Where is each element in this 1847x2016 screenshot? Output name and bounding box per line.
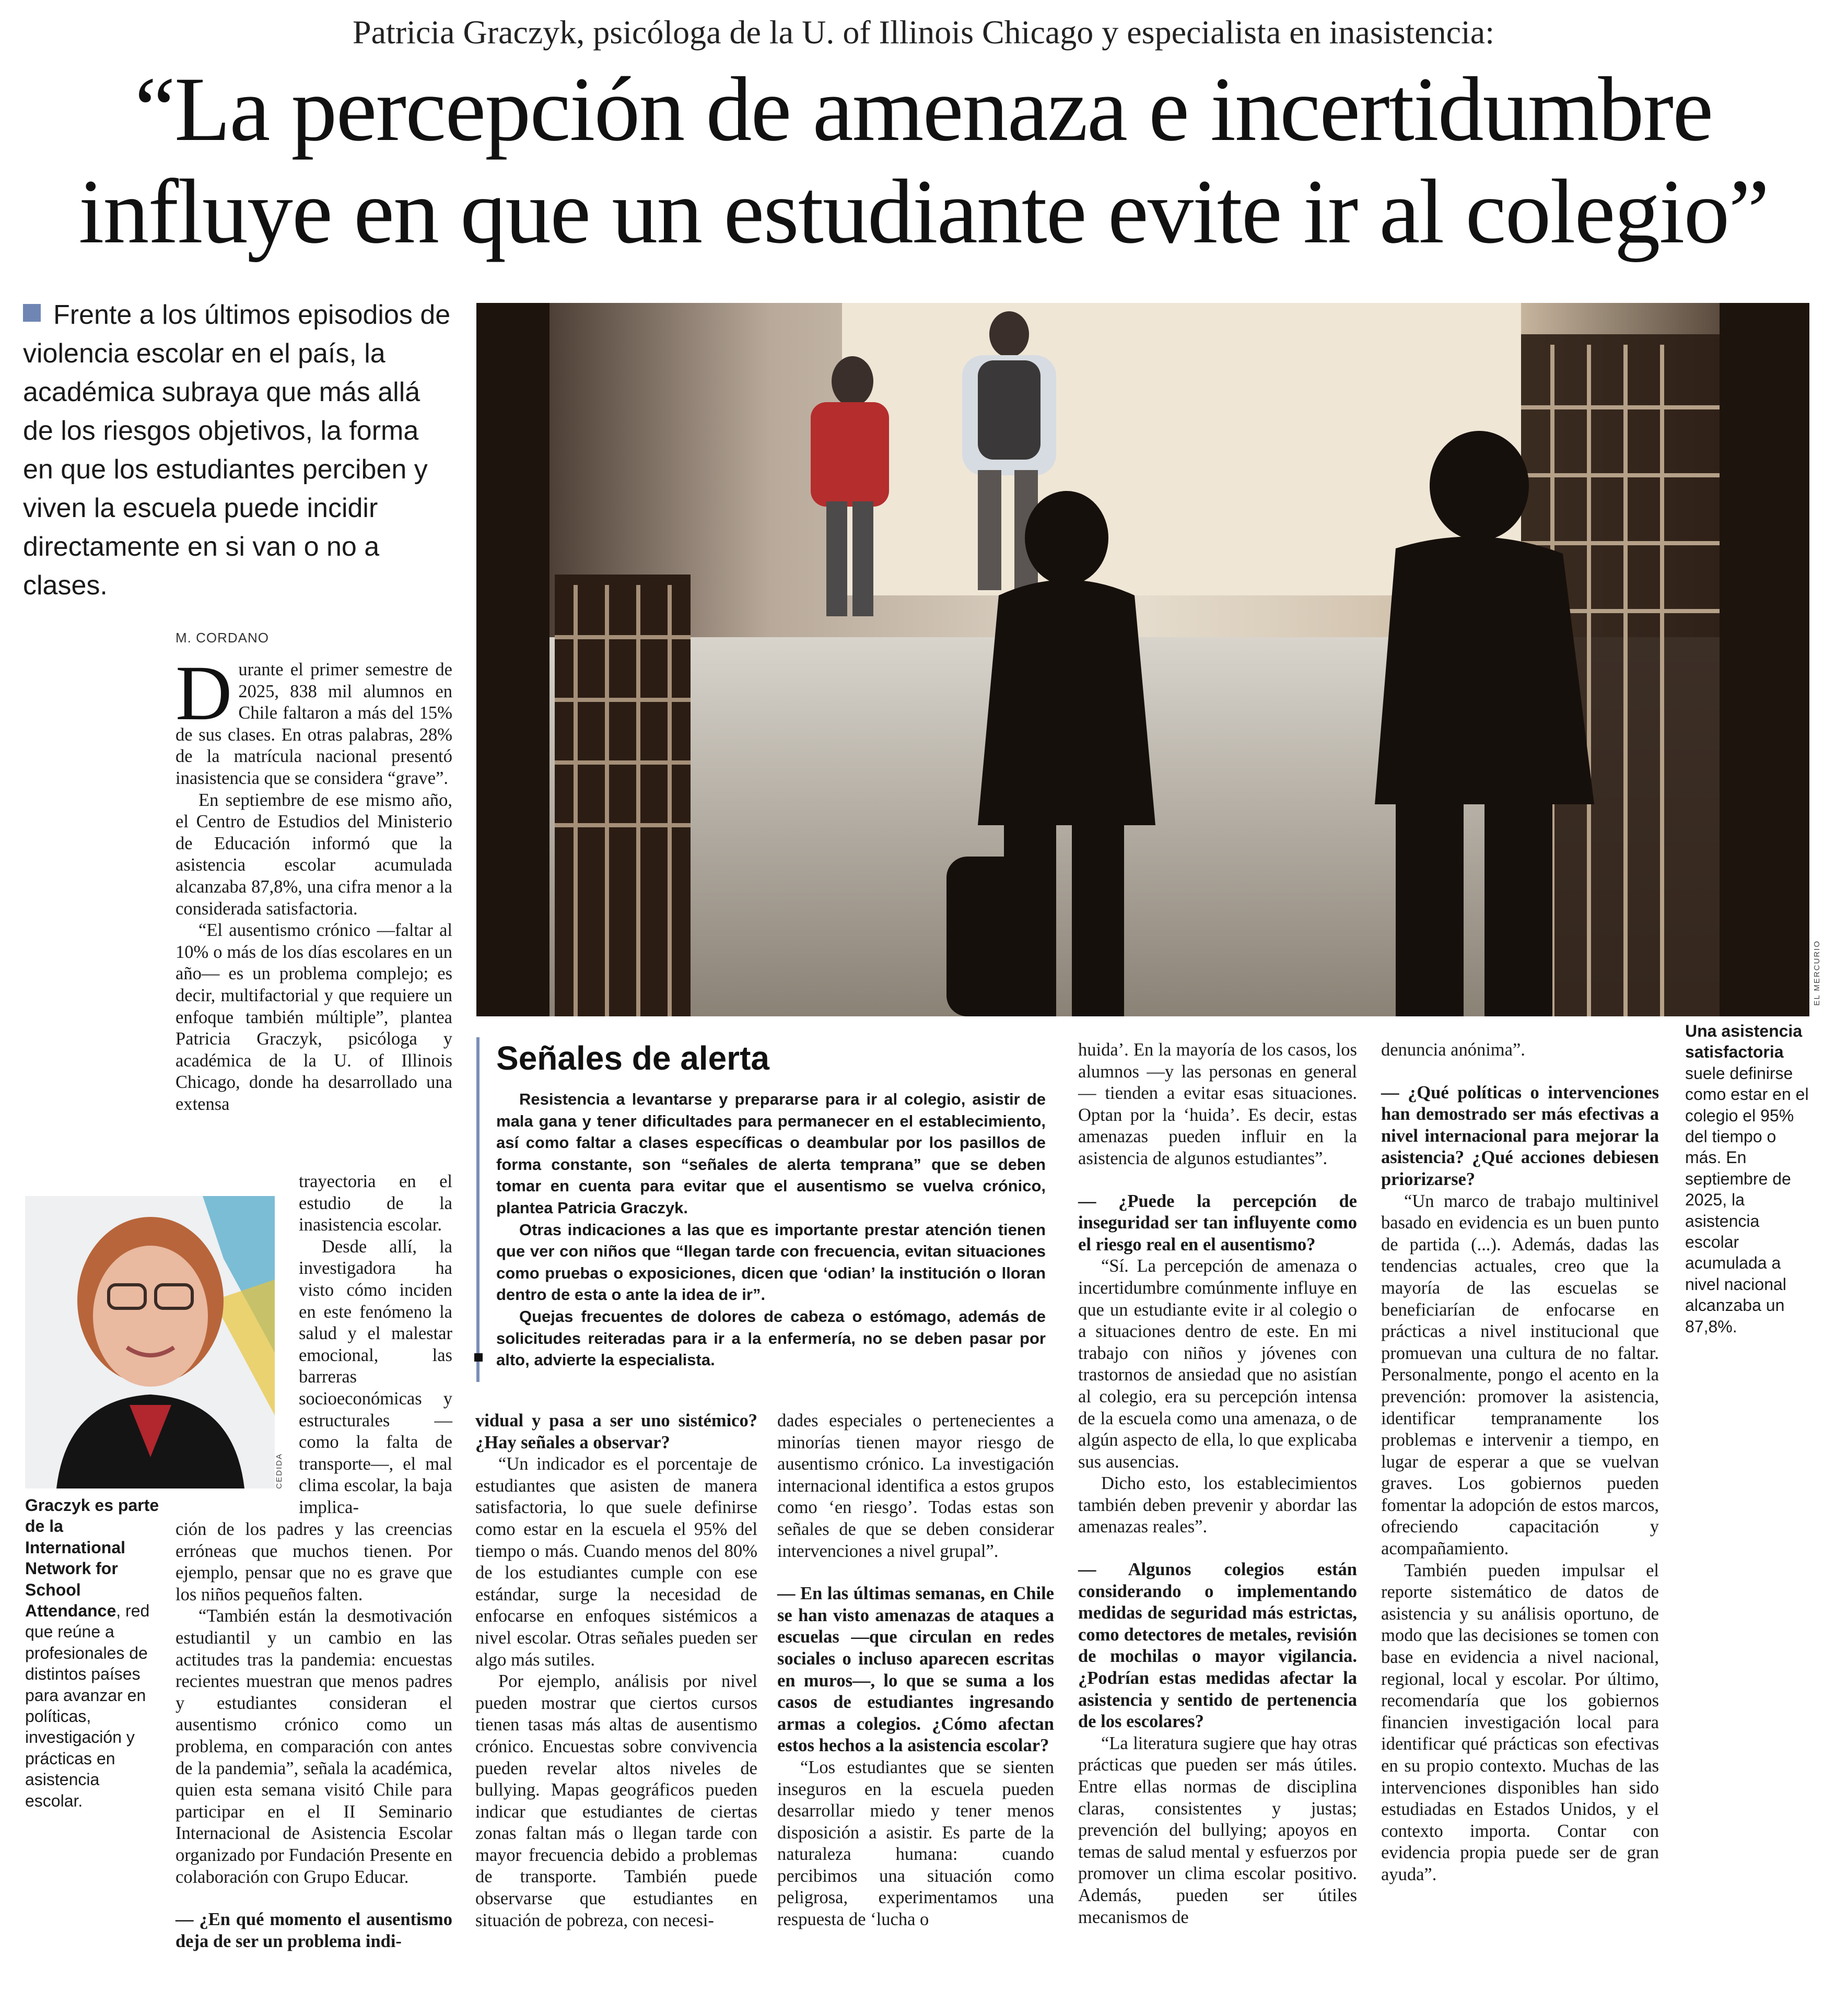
box-end-square-icon bbox=[474, 1353, 483, 1362]
attendance-sidebar-note bbox=[1685, 1021, 1815, 1337]
byline: M. CORDANO bbox=[176, 630, 269, 646]
alert-signs-title: Señales de alerta bbox=[496, 1039, 769, 1077]
article-headline bbox=[16, 58, 1831, 263]
col1-paragraph-4b: ción de los padres y las creencias erróneas que muchos tienen. Por ejemplo, pensar que no es grave que los niños pequeños falten. bbox=[176, 1519, 452, 1604]
col1-paragraph-1: urante el primer semestre de 2025, 838 mil alumnos en Chile faltaron a más del 15% de sus clases. En otras palabras, 28% de la matrícula nacional presentó inasistencia que se considera “grave”. bbox=[176, 660, 452, 788]
portrait-caption bbox=[25, 1495, 161, 1811]
column-1-wrap bbox=[299, 1171, 452, 1519]
col4-paragraph-4: “La literatura sugiere que hay otras prácticas que pueden ser más útiles. Entre ellas normas de disciplina claras, consistentes y justas; prevención del bullying; apoyos en temas de salud mental y esfuerzos por promover un clima escolar positivo. Además, pueden ser útiles mecanismos de bbox=[1078, 1733, 1357, 1927]
alert-signs-paragraph-2: Otras indicaciones a las que es importante prestar atención tienen que ver con niños que “llegan tarde con frecuencia, evitan situaciones como pruebas o exposiciones, dicen que ‘odian’ la institución o lloran dentro de esta o ante la idea de ir”. bbox=[496, 1220, 1046, 1304]
portrait-caption-bold: Graczyk es parte de la International Network for School Attendance bbox=[25, 1496, 159, 1621]
col4-paragraph-1: huida’. En la mayoría de los casos, los alumnos —y las personas en general— tienden a evitar esas situaciones. Optan por la ‘huida’. Es decir, estas amenazas pueden influir en la asistencia de algunos estudiantes”. bbox=[1078, 1040, 1357, 1168]
col2-paragraph-1: “Un indicador es el porcentaje de estudiantes que asisten de manera satisfactoria, lo que suele definirse como estar en la escuela el 95% del tiempo o más. Cuando menos del 80% de los estudiantes cumple con ese estándar, surge la necesidad de enfocarse en enfoques sistémicos a nivel escolar. Otras señales pueden ser algo más sutiles. bbox=[475, 1454, 757, 1670]
col5-paragraph-1: denuncia anónima”. bbox=[1381, 1040, 1525, 1060]
portrait-credit: CEDIDA bbox=[275, 1453, 284, 1489]
col4-question-1: — ¿Puede la percepción de inseguridad ser tan influyente como el riesgo real en el ausentismo? bbox=[1078, 1191, 1357, 1255]
headline-line-1: “La percepción de amenaza e incertidumbre bbox=[134, 58, 1713, 160]
col3-question-1: — En las últimas semanas, en Chile se han visto amenazas de ataques a escuelas —que circulan en redes sociales o incluso aparecen escritas en muros—, lo que se suma a los casos de estudiantes ingresando armas a colegios. ¿Cómo afectan estos hechos a la asistencia escolar? bbox=[777, 1584, 1054, 1756]
patricia-graczyk-portrait-image bbox=[25, 1196, 275, 1488]
column-5 bbox=[1381, 1039, 1659, 1886]
col1-paragraph-4a: Desde allí, la investigadora ha visto cómo inciden en este fenómeno la salud y el malestar emocional, las barreras socioeconómicas y estructurales —como la falta de transporte—, el mal clima escolar, la baja implica- bbox=[299, 1236, 452, 1517]
column-3 bbox=[777, 1410, 1054, 1931]
headline-line-2: influye en que un estudiante evite ir al colegio” bbox=[78, 161, 1769, 263]
article-kicker: Patricia Graczyk, psicóloga de la U. of Illinois Chicago y especialista en inasistencia: bbox=[353, 14, 1494, 51]
col2-paragraph-2: Por ejemplo, análisis por nivel pueden mostrar que ciertos cursos tienen tasas más altas de ausentismo crónico. Encuestas sobre convivencia pueden revelar altos niveles de bullying. Mapas geográficos pueden indicar que estudiantes de ciertas zonas faltan más o llegan tarde con mayor frecuencia debido a problemas de transporte. También puede observarse que estudiantes en situación de pobreza, con necesi- bbox=[475, 1671, 757, 1930]
col4-question-2: — Algunos colegios están considerando o implementando medidas de seguridad más estrictas, como detectores de metales, revisión de mochilas o mayor vigilancia. ¿Podrían estas medidas afectar la asistencia y sentido de pertenencia de los escolares? bbox=[1078, 1560, 1357, 1732]
col5-paragraph-3: También pueden impulsar el reporte sistemático de datos de asistencia y su análisis oportuno, de modo que las decisiones se tomen con base en evidencia a nivel nacional, regional, local y escolar. Por último, recomendaría que los gobiernos financien investigación local para identificar qué prácticas son efectivas en su propio contexto. Muchas de las intervenciones disponibles han sido estudiadas en Estados Unidos, y el contexto importa. Contar con evidencia propia puede ser de gran ayuda”. bbox=[1381, 1560, 1659, 1884]
school-hallway-silhouettes-image bbox=[476, 303, 1809, 1016]
article-lead bbox=[23, 296, 451, 605]
portrait-photo bbox=[25, 1196, 275, 1488]
portrait-caption-text: , red que reúne a profesionales de distintos países para avanzar en políticas, investigación y prácticas en asistencia escolar. bbox=[25, 1601, 150, 1810]
col1-paragraph-3a: “El ausentismo crónico —faltar al 10% o más de los días escolares en un año— es un problema complejo; es decir, multifactorial y que requiere un enfoque también múltiple”, plantea Patricia Graczyk, psicóloga y académica de la U. of Illinois Chicago, donde ha desarrollado una extensa bbox=[176, 920, 452, 1114]
col3-paragraph-2: “Los estudiantes que se sienten inseguros en la escuela pueden desarrollar miedo y tener menos disposición a asistir. Es parte de la naturaleza humana: cuando percibimos una situación como peligrosa, experimentamos una respuesta de ‘lucha o bbox=[777, 1757, 1054, 1930]
main-photo-credit: EL MERCURIO bbox=[1813, 940, 1821, 1006]
alert-signs-box bbox=[476, 1037, 1046, 1382]
col5-paragraph-2: “Un marco de trabajo multinivel basado en evidencia es un buen punto de partida (...). Además, dadas las tendencias actuales, creo que la mayoría de las escuelas se beneficiarían de enfocarse en prácticas a nivel institucional que promuevan una cultura de no faltar. Personalmente, pongo el acento en la prevención: promover la asistencia, identificar tempranamente los problemas e intervenir a tiempo, en lugar de esperar a que se vuelvan graves. Los gobiernos pueden fomentar la adopción de estos marcos, ofreciendo capacitación y acompañamiento. bbox=[1381, 1191, 1659, 1559]
drop-cap: D bbox=[176, 650, 232, 736]
column-1-top bbox=[176, 650, 452, 1115]
col4-paragraph-2: “Sí. La percepción de amenaza o incertidumbre comúnmente influye en que un estudiante evite ir al colegio o a situaciones dentro de este. En mi trabajo con niños y jóvenes con trastornos de ansiedad que no asistían al colegio, era su percepción intensa de la escuela como una amenaza, o de algún aspecto de ella, lo que explicaba sus ausencias. bbox=[1078, 1256, 1357, 1472]
col3-paragraph-1: dades especiales o pertenecientes a minorías tienen mayor riesgo de ausentismo crónico. La investigación internacional identifica a estos grupos como ‘en riesgo’. Todas estas son señales de que se deben considerar intervenciones a nivel grupal”. bbox=[777, 1411, 1054, 1561]
col5-question-1: — ¿Qué políticas o intervenciones han demostrado ser más efectivas a nivel internacional para mejorar la asistencia? ¿Qué acciones debiesen priorizarse? bbox=[1381, 1082, 1659, 1189]
lead-text: Frente a los últimos episodios de violencia escolar en el país, la académica subraya que más allá de los riesgos objetivos, la forma en que los estudiantes perciben y viven la escuela puede incidir directamente en si van o no a clases. bbox=[23, 300, 451, 601]
main-photo bbox=[476, 303, 1809, 1016]
column-4 bbox=[1078, 1039, 1357, 1928]
alert-signs-paragraph-1: Resistencia a levantarse y prepararse para ir al colegio, asistir de mala gana y tener dificultades para permanecer en el establecimiento, así como faltar a clases específicas o deambular por los pasillos de forma constante, son “señales de alerta temprana” que se deben tomar en cuenta para evitar que el ausentismo se vuelva crónico, plantea Patricia Graczyk. bbox=[496, 1090, 1046, 1217]
column-2 bbox=[475, 1410, 757, 1931]
col2-question-continued: vidual y pasa a ser uno sistémico? ¿Hay señales a observar? bbox=[475, 1411, 757, 1452]
col1-paragraph-5: “También están la desmotivación estudiantil y un cambio en las actitudes tras la pandemia: encuestas recientes muestran que menos padres y estudiantes consideran el ausentismo crónico como un problema, en comparación con antes de la pandemia”, señala la académica, quien esta semana visitó Chile para participar en el II Seminario Internacional de Asistencia Escolar organizado por Fundación Presente en colaboración con Grupo Educar. bbox=[176, 1606, 452, 1887]
sidebar-note-text: suele definirse como estar en el colegio el 95% del tiempo o más. En septiembre de 2025, la asistencia escolar acumulada a nivel nacional alcanzaba un 87,8%. bbox=[1685, 1063, 1809, 1336]
col1-paragraph-2: En septiembre de ese mismo año, el Centro de Estudios del Ministerio de Educación informó que la asistencia escolar acumulada alcanzaba 87,8%, una cifra menor a la considerada satisfactoria. bbox=[176, 790, 452, 919]
lead-square-icon bbox=[23, 304, 41, 322]
alert-signs-paragraph-3: Quejas frecuentes de dolores de cabeza o estómago, además de solicitudes reiteradas para ir a la enfermería, no se deben pasar por alto, advierte la especialista. bbox=[496, 1307, 1046, 1369]
col4-paragraph-3: Dicho esto, los establecimientos también deben prevenir y abordar las amenazas reales”. bbox=[1078, 1473, 1357, 1537]
col1-paragraph-3b: trayectoria en el estudio de la inasistencia escolar. bbox=[299, 1171, 452, 1235]
col1-question-1: — ¿En qué momento el ausentismo deja de ser un problema indi- bbox=[176, 1909, 452, 1951]
sidebar-note-bold: Una asistencia satisfactoria bbox=[1685, 1022, 1803, 1062]
column-1-bottom bbox=[176, 1519, 452, 1952]
